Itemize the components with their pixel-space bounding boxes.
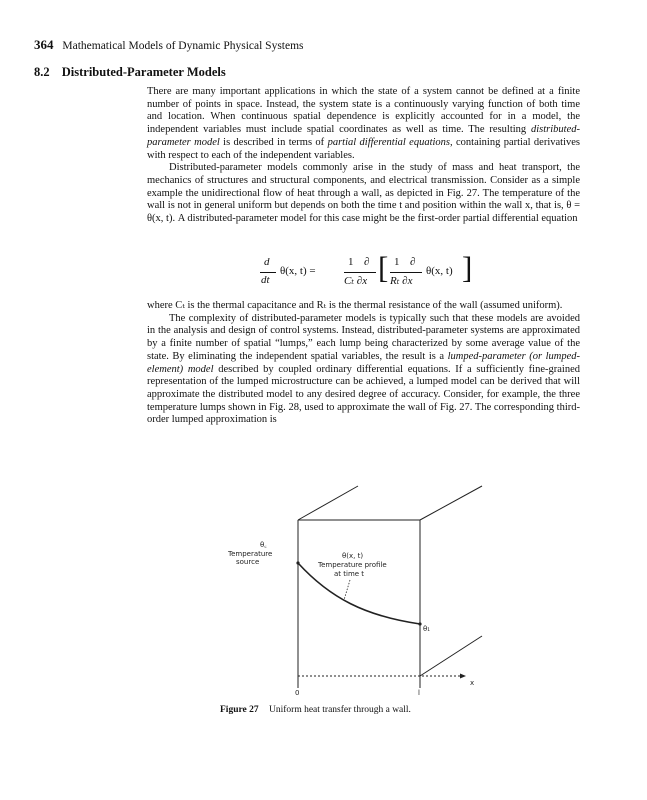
wall-depth-left-top (298, 486, 358, 520)
paragraph-3: where Cₜ is the thermal capacitance and Rₜ is the thermal resistance of the wall (assumed uniform). (147, 300, 563, 311)
eq-r-func: θ(x, t) (426, 265, 453, 277)
figure-caption-label: Figure 27 (220, 705, 259, 715)
theta-source-label: θ꜀ (260, 541, 267, 549)
paragraph-1-text-b: is described in terms of (219, 136, 328, 148)
equation-distributed-model (258, 250, 473, 295)
paragraph-1-text-c: containing partial derivatives with respect to each of the independent variables. (147, 136, 580, 161)
body-text-lower (147, 300, 580, 427)
term-lumped-parameter-model: lumped-parameter (or lumped-element) model (147, 350, 581, 375)
theta-end-label: θ₁ (423, 625, 431, 633)
profile-leader-line (344, 580, 350, 600)
wall-depth-right-top (420, 486, 482, 520)
eq-r-bar (390, 272, 422, 273)
source-point-dot (296, 561, 299, 564)
term-distributed-parameter-model: distributed-parameter model (147, 124, 580, 148)
profile-label-2: Temperature profile (318, 561, 387, 569)
running-head (34, 37, 304, 53)
eq-r-den: Rₜ ∂x (390, 275, 413, 287)
eq-lhs-num: d (264, 256, 270, 268)
paragraph-2: Distributed-parameter models commonly arise in the study of mass and heat transport, the mechanics of structures and structural components, and electrical transmission. Consider as a simple example the unidirectional flow of heat through a wall, as depicted in Fig. 27. The temperature of the wall is not in general uniform but depends on both the time t and position within the wall x, that is, θ = θ(x, t). A distributed-parameter model for this case might be the first-order partial differential equation (147, 162, 580, 225)
figure-caption (220, 705, 520, 715)
eq-lhs-func: θ(x, t) = (280, 265, 316, 277)
running-title: Mathematical Models of Dynamic Physical Systems (62, 40, 304, 52)
paragraph-4-text-b: described by coupled ordinary differential equations. If a sufficiently fine-grained representation of the lumped microstructure can be achieved, a lumped model can be derived that will approximate the distributed model to any desired degree of accuracy. Consider, for example, the three temperature lumps shown in Fig. 28, used to approximate the wall of Fig. 27. The corresponding third-order lumped approximation is (147, 363, 580, 426)
eq-c-den: Cₜ ∂x (344, 275, 368, 287)
axis-x-label: x (470, 679, 475, 687)
section-heading (34, 65, 226, 80)
eq-bracket-right: ] (462, 250, 473, 285)
eq-bracket-left: [ (378, 250, 389, 285)
paragraph-1 (147, 86, 580, 162)
axis-zero-label: 0 (295, 689, 300, 697)
eq-c-bar (344, 272, 376, 273)
temperature-source-label-2: source (236, 558, 260, 566)
figure-27 (220, 478, 490, 703)
eq-c-num: 1 (348, 256, 354, 268)
eq-r-num: 1 (394, 256, 400, 268)
eq-lhs-den: dt (261, 274, 270, 286)
wall-diagram (220, 478, 490, 703)
axis-l-label: l (418, 689, 420, 697)
eq-c-num2: ∂ (364, 256, 370, 268)
body-text-upper (147, 86, 580, 226)
figure-caption-text: Uniform heat transfer through a wall. (269, 705, 411, 715)
eq-lhs-bar (260, 272, 276, 273)
end-point-dot (418, 622, 421, 625)
page-number: 364 (34, 37, 54, 52)
wall-depth-right-bottom (420, 636, 482, 676)
section-title: Distributed-Parameter Models (61, 65, 226, 79)
paragraph-4-text-a: The complexity of distributed-parameter models is typically such that these models are avoided in the analysis and design of control systems. Instead, distributed-parameter systems are approximated by a finite number of spatial “lumps,” each lump being characterized by some average value of the state. By eliminating the independent spatial variables, the result is a (147, 312, 580, 362)
term-partial-differential-equations: partial differential equations, (327, 136, 453, 148)
paragraph-4 (147, 313, 580, 427)
profile-label-3: at time t (334, 570, 365, 578)
eq-r-num2: ∂ (410, 256, 416, 268)
temperature-source-label-1: Temperature (228, 550, 273, 558)
x-axis-arrowhead (460, 674, 466, 679)
section-number: 8.2 (34, 65, 50, 79)
profile-label-1: θ(x, t) (342, 552, 364, 560)
paragraph-1-text-a: There are many important applications in which the state of a system cannot be defined at a finite number of points in space. Instead, the system state is a continuously varying function of both time and location. When continuous spatial dependence is explicitly accounted for in a model, the independent variables must include spatial coordinates as well as time. The resulting (147, 86, 580, 136)
